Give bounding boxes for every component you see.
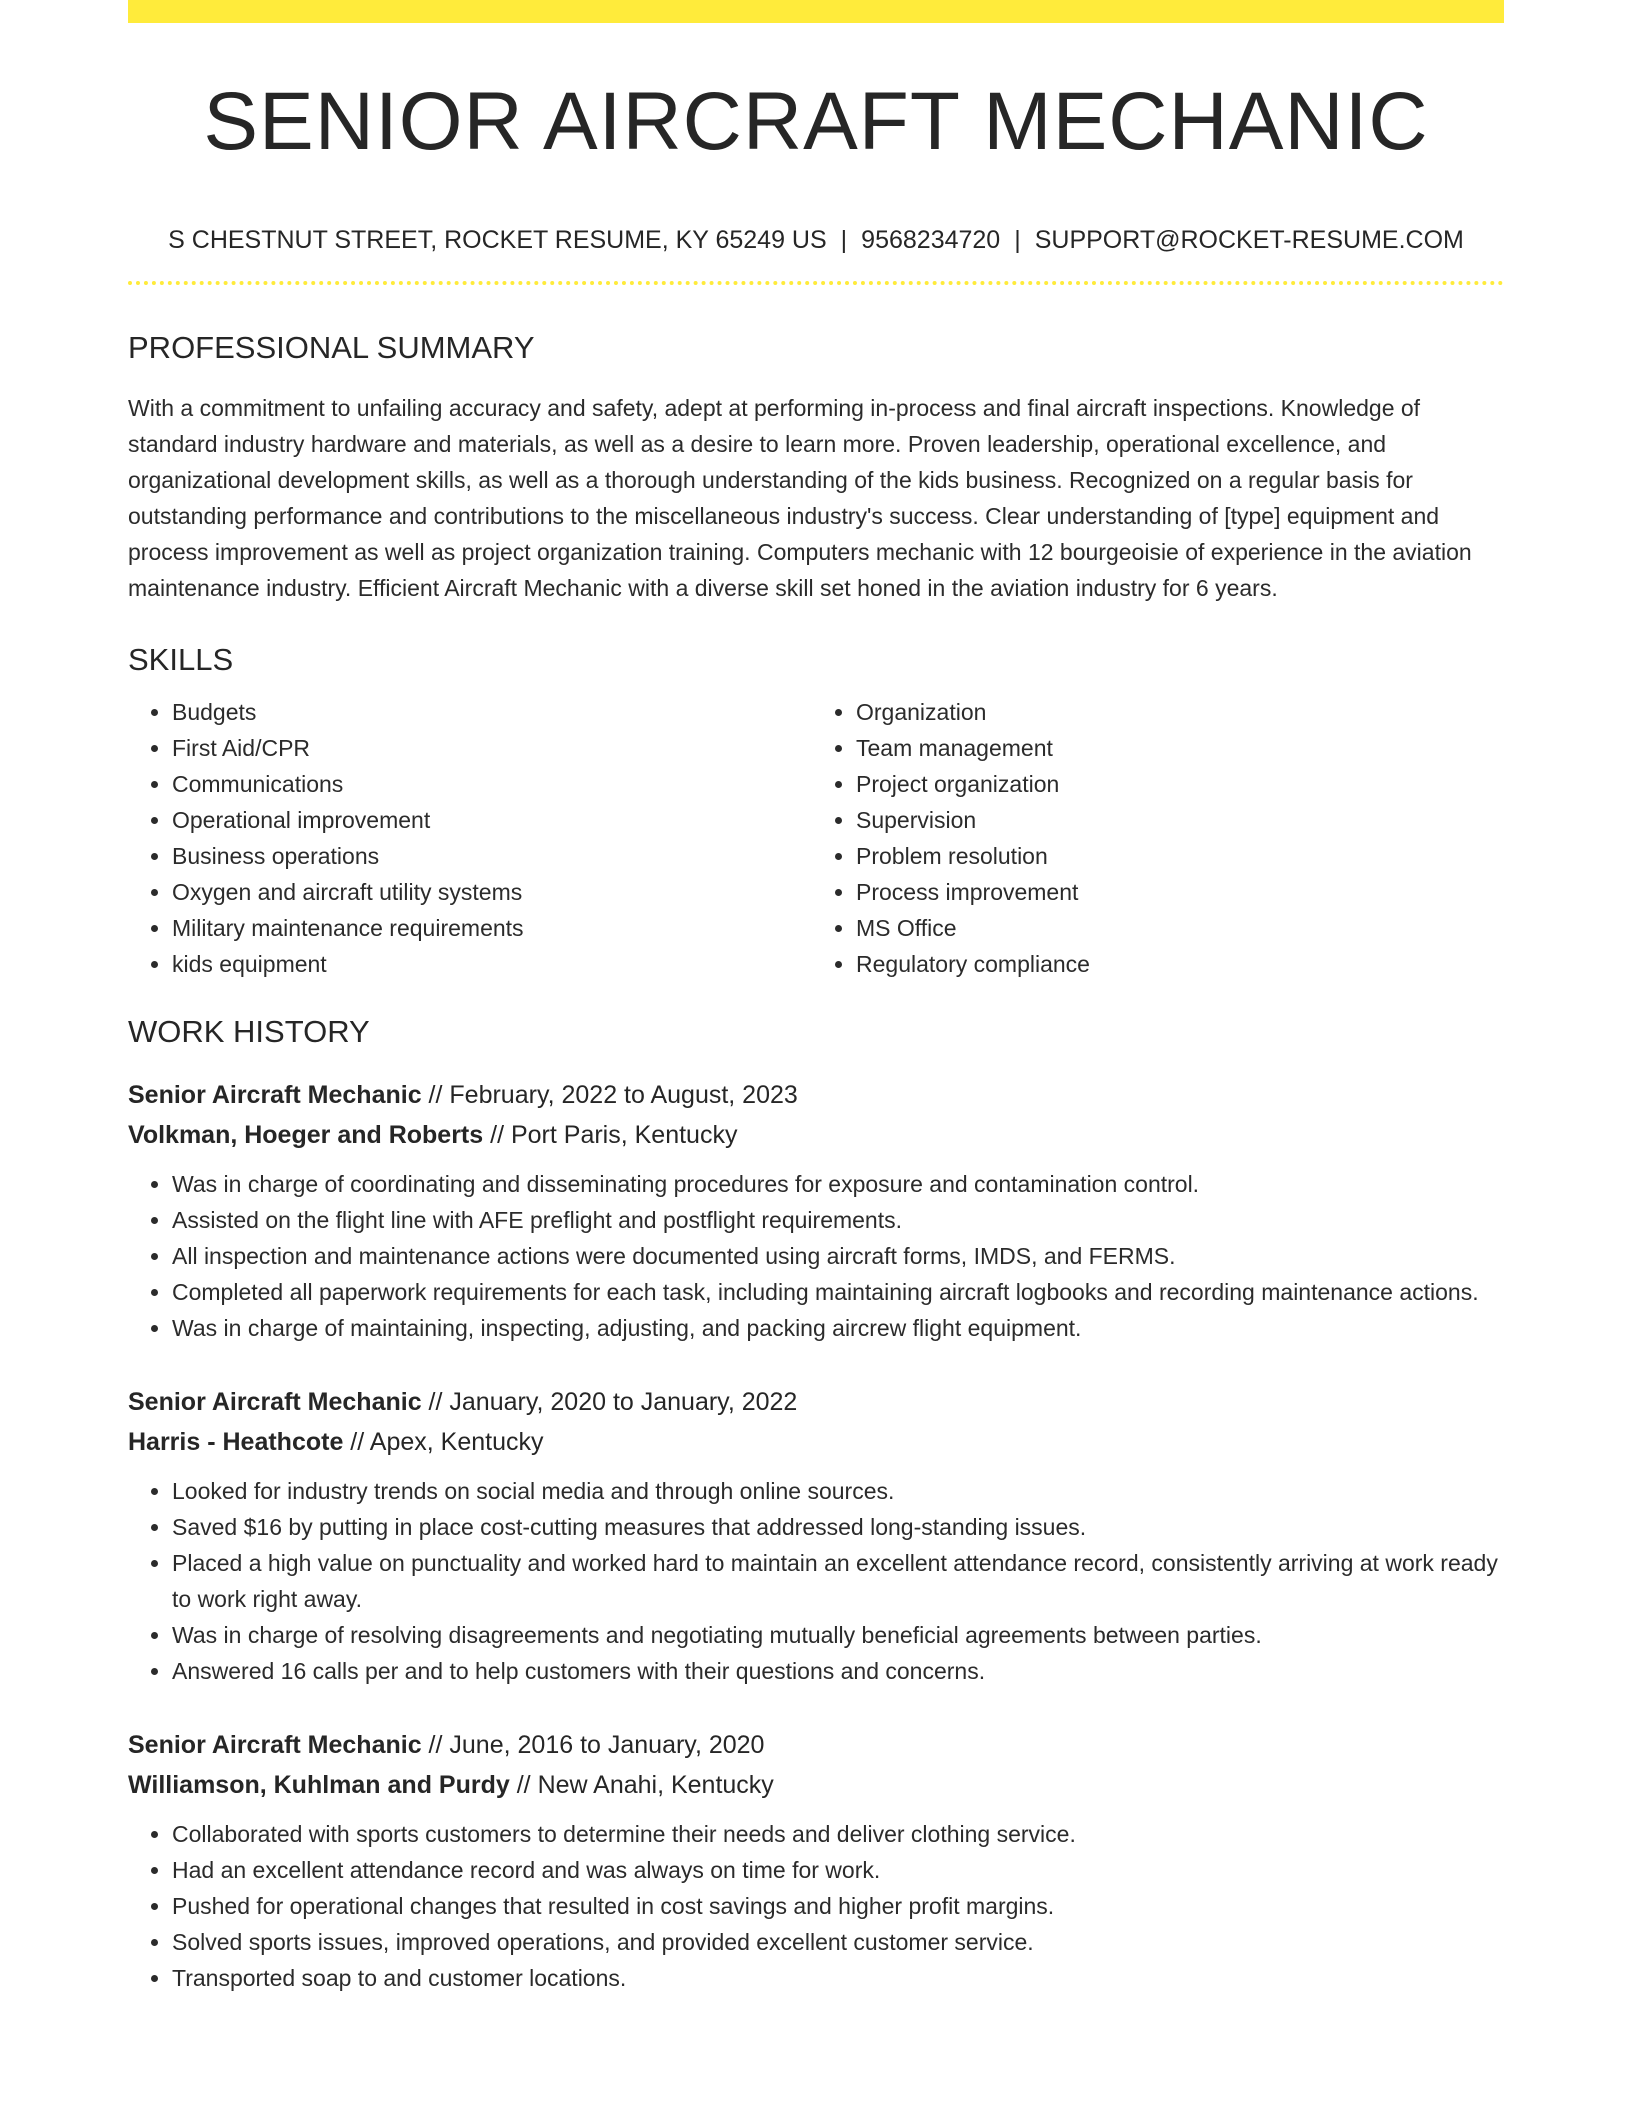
job-role: Senior Aircraft Mechanic (128, 1081, 422, 1109)
job-bullet: • Placed a high value on punctuality and worked hard to maintain an excellent attendance record, consistently arriving at work ready to work right away. (172, 1545, 1504, 1617)
job-dates: June, 2016 to January, 2020 (449, 1731, 765, 1759)
contact-address: S CHESTNUT STREET, ROCKET RESUME, KY 65249 US (168, 226, 827, 254)
skill-item: • Team management (856, 730, 1490, 766)
skill-item: • Budgets (172, 694, 806, 730)
job-divider: // (509, 1771, 538, 1799)
dotted-divider (128, 281, 1504, 285)
job-location: New Anahi, Kentucky (537, 1771, 774, 1799)
skill-item: • Problem resolution (856, 838, 1490, 874)
job-bullet: • All inspection and maintenance actions were documented using aircraft forms, IMDS, and FERMS. (172, 1238, 1504, 1274)
skill-item: • Project organization (856, 766, 1490, 802)
resume-name: SENIOR AIRCRAFT MECHANIC (203, 76, 1429, 167)
job-bullet: • Was in charge of maintaining, inspecting, adjusting, and packing aircrew flight equipment. (172, 1310, 1504, 1346)
skill-item: • Regulatory compliance (856, 946, 1490, 982)
skills-column-right (806, 694, 1490, 982)
job-company: Harris - Heathcote (128, 1428, 344, 1456)
job-entry (128, 1075, 1504, 1346)
contact-phone[interactable]: 9568234720 (861, 226, 1001, 254)
job-bullet: • Saved $16 by putting in place cost-cutting measures that addressed long-standing issues. (172, 1509, 1504, 1545)
job-title-line (128, 1382, 1504, 1422)
job-divider: // (421, 1731, 450, 1759)
job-dates: January, 2020 to January, 2022 (449, 1388, 798, 1416)
job-title-line (128, 1075, 1504, 1115)
job-divider: // (421, 1081, 450, 1109)
job-divider: // (343, 1428, 370, 1456)
skill-item: • Communications (172, 766, 806, 802)
skill-item: • kids equipment (172, 946, 806, 982)
job-bullets (128, 1816, 1504, 1996)
job-bullet: • Pushed for operational changes that resulted in cost savings and higher profit margins. (172, 1888, 1504, 1924)
contact-separator: | (1014, 226, 1021, 254)
skill-item: • Oxygen and aircraft utility systems (172, 874, 806, 910)
job-company-line (128, 1422, 1504, 1462)
skill-item: • Organization (856, 694, 1490, 730)
job-dates: February, 2022 to August, 2023 (449, 1081, 798, 1109)
job-bullet: • Had an excellent attendance record and was always on time for work. (172, 1852, 1504, 1888)
job-bullet: • Assisted on the flight line with AFE preflight and postflight requirements. (172, 1202, 1504, 1238)
contact-separator: | (840, 226, 848, 254)
job-company-line (128, 1115, 1504, 1155)
job-bullets (128, 1473, 1504, 1689)
job-entry (128, 1725, 1504, 1996)
job-company: Volkman, Hoeger and Roberts (128, 1121, 484, 1149)
accent-bar (128, 0, 1504, 23)
skills-column-left (128, 694, 806, 982)
job-location: Apex, Kentucky (369, 1428, 544, 1456)
job-role: Senior Aircraft Mechanic (128, 1731, 422, 1759)
job-bullet: • Transported soap to and customer locations. (172, 1960, 1504, 1996)
work-history-heading: WORK HISTORY (128, 1014, 370, 1049)
contact-email[interactable]: SUPPORT@ROCKET-RESUME.COM (1034, 226, 1464, 254)
skills-list (128, 694, 1504, 982)
job-bullet: • Was in charge of resolving disagreements and negotiating mutually beneficial agreements between parties. (172, 1617, 1504, 1653)
contact-line (128, 226, 1504, 255)
job-divider: // (483, 1121, 511, 1149)
job-location: Port Paris, Kentucky (510, 1121, 738, 1149)
job-bullet: • Collaborated with sports customers to determine their needs and deliver clothing service. (172, 1816, 1504, 1852)
skill-item: • Supervision (856, 802, 1490, 838)
job-title-line (128, 1725, 1504, 1765)
skill-item: • Operational improvement (172, 802, 806, 838)
job-divider: // (421, 1388, 450, 1416)
summary-heading: PROFESSIONAL SUMMARY (128, 330, 535, 365)
skill-item: • Process improvement (856, 874, 1490, 910)
summary-text: With a commitment to unfailing accuracy and safety, adept at performing in-process and final aircraft inspections. Knowledge of standard industry hardware and materials, as well as a desire to learn more. Proven leadership, operational excellence, and organizational development skills, as well as a thorough understanding of the kids business. Recognized on a regular basis for outstanding performance and contributions to the miscellaneous industry's success. Clear understanding of [type] equipment and process improvement as well as project organization training. Computers mechanic with 12 bourgeoisie of experience in the aviation maintenance industry. Efficient Aircraft Mechanic with a diverse skill set honed in the aviation industry for 6 years. (128, 395, 1472, 601)
job-bullet: • Solved sports issues, improved operations, and provided excellent customer service. (172, 1924, 1504, 1960)
resume-page (128, 0, 1504, 1996)
job-bullet: • Was in charge of coordinating and disseminating procedures for exposure and contamination control. (172, 1166, 1504, 1202)
job-bullet: • Looked for industry trends on social media and through online sources. (172, 1473, 1504, 1509)
job-bullets (128, 1166, 1504, 1346)
job-company-line (128, 1765, 1504, 1805)
skill-item: • First Aid/CPR (172, 730, 806, 766)
skills-heading: SKILLS (128, 642, 234, 677)
job-bullet: • Answered 16 calls per and to help customers with their questions and concerns. (172, 1653, 1504, 1689)
job-entry (128, 1382, 1504, 1689)
job-company: Williamson, Kuhlman and Purdy (128, 1771, 510, 1799)
skill-item: • MS Office (856, 910, 1490, 946)
job-bullet: • Completed all paperwork requirements for each task, including maintaining aircraft logbooks and recording maintenance actions. (172, 1274, 1504, 1310)
job-role: Senior Aircraft Mechanic (128, 1388, 422, 1416)
skill-item: • Business operations (172, 838, 806, 874)
skill-item: • Military maintenance requirements (172, 910, 806, 946)
